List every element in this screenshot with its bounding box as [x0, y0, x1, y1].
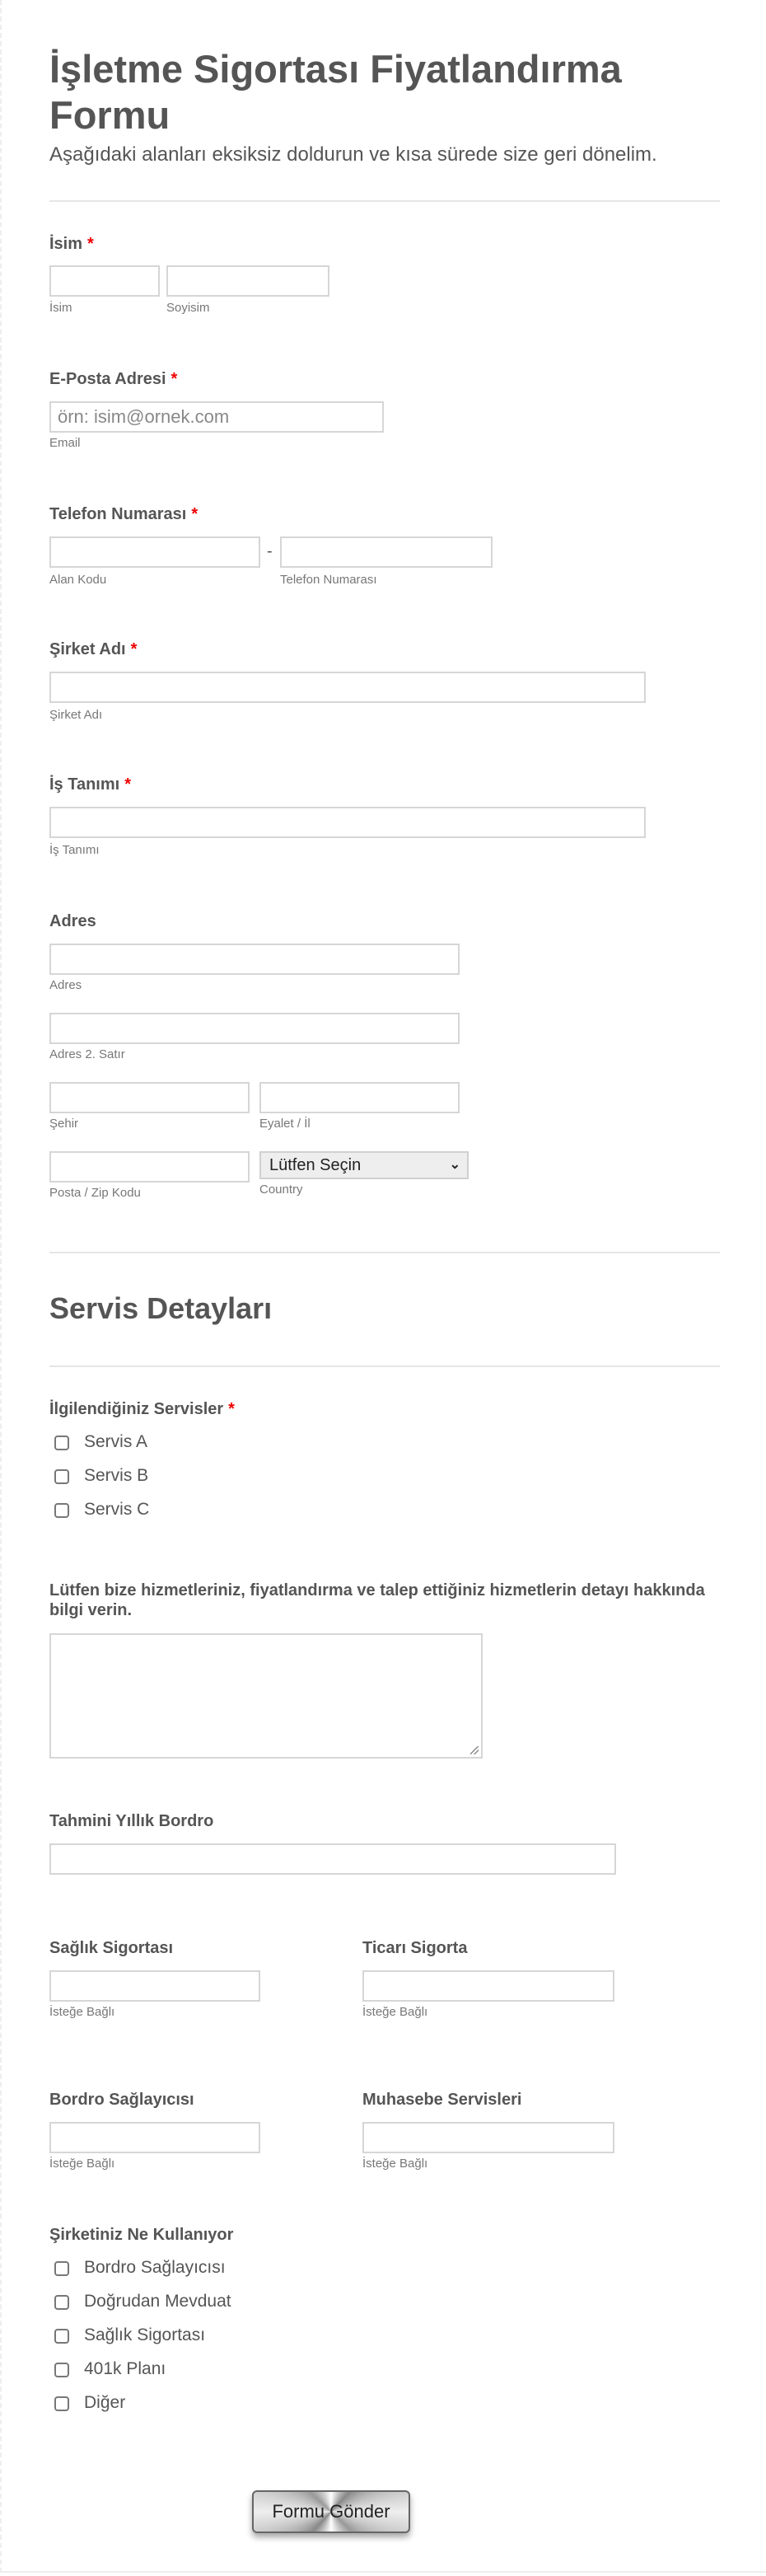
address-line2-sublabel: Adres 2. Satır: [49, 1047, 125, 1061]
accounting-input[interactable]: [362, 2122, 614, 2153]
divider: [49, 1365, 720, 1367]
checkbox[interactable]: [54, 1436, 69, 1450]
form-title: İşletme Sigortası Fiyatlandırma Formu: [49, 47, 622, 137]
company-input[interactable]: [49, 672, 646, 703]
option-label: Diğer: [84, 2393, 126, 2412]
option-label: Bordro Sağlayıcısı: [84, 2258, 226, 2277]
section-title: Servis Detayları: [49, 1291, 273, 1325]
required-mark: *: [130, 640, 138, 658]
details-textarea[interactable]: [49, 1633, 483, 1759]
services-label-text: İlgilendiğiniz Servisler: [49, 1400, 224, 1418]
city-input[interactable]: [49, 1082, 250, 1113]
divider: [49, 200, 720, 202]
checkbox[interactable]: [54, 2396, 69, 2411]
phone-label: [49, 504, 198, 524]
state-sublabel: Eyalet / İl: [259, 1117, 311, 1131]
email-label: [49, 369, 177, 389]
accounting-sublabel: İsteğe Bağlı: [362, 2157, 428, 2171]
phone-label-text: Telefon Numarası: [49, 505, 187, 523]
first-name-input[interactable]: [49, 265, 160, 297]
commercial-input[interactable]: [362, 1970, 614, 2002]
option-label: Servis B: [84, 1466, 149, 1485]
required-mark: *: [124, 775, 132, 794]
payroll-provider-label: Bordro Sağlayıcısı: [49, 2091, 194, 2109]
phone-number-input[interactable]: [280, 536, 493, 568]
checkbox[interactable]: [54, 2329, 69, 2344]
payroll-provider-input[interactable]: [49, 2122, 260, 2153]
first-name-sublabel: İsim: [49, 301, 72, 315]
payroll-label: Tahmini Yıllık Bordro: [49, 1812, 214, 1830]
divider: [49, 1252, 720, 1253]
accounting-label: Muhasebe Servisleri: [362, 2091, 522, 2109]
email-label-text: E-Posta Adresi: [49, 370, 166, 388]
option-label: Servis A: [84, 1432, 148, 1451]
job-sublabel: İş Tanımı: [49, 843, 100, 857]
state-input[interactable]: [259, 1082, 460, 1113]
checkbox[interactable]: [54, 2295, 69, 2310]
chevron-down-icon: ⌄: [449, 1158, 460, 1172]
payroll-input[interactable]: [49, 1843, 616, 1875]
resize-handle-icon[interactable]: [470, 1746, 479, 1754]
zip-sublabel: Posta / Zip Kodu: [49, 1186, 141, 1200]
job-label: [49, 775, 131, 794]
option-label: 401k Planı: [84, 2359, 166, 2378]
address-line1-sublabel: Adres: [49, 978, 82, 992]
area-code-input[interactable]: [49, 536, 260, 568]
option-label: Doğrudan Mevduat: [84, 2292, 231, 2311]
checkbox[interactable]: [54, 1503, 69, 1518]
country-sublabel: Country: [259, 1183, 303, 1197]
job-label-text: İş Tanımı: [49, 775, 120, 794]
name-label-text: İsim: [49, 235, 83, 253]
city-sublabel: Şehir: [49, 1117, 79, 1131]
company-label-text: Şirket Adı: [49, 640, 126, 658]
commercial-label: Ticarı Sigorta: [362, 1939, 468, 1957]
payroll-provider-sublabel: İsteğe Bağlı: [49, 2157, 115, 2171]
form-subtitle: Aşağıdaki alanları eksiksiz doldurun ve kısa sürede size geri dönelim.: [49, 143, 657, 166]
last-name-input[interactable]: [166, 265, 329, 297]
option-label: Servis C: [84, 1500, 150, 1519]
phone-separator: -: [267, 542, 273, 560]
details-label: Lütfen bize hizmetleriniz, fiyatlandırma ve talep ettiğiniz hizmetlerin detayı hakkında bilgi verin.: [49, 1581, 705, 1619]
services-label: [49, 1399, 235, 1419]
email-sublabel: Email: [49, 436, 81, 450]
option-label: Sağlık Sigortası: [84, 2325, 206, 2344]
checkbox[interactable]: [54, 2363, 69, 2377]
required-mark: *: [228, 1400, 235, 1418]
job-input[interactable]: [49, 807, 646, 838]
required-mark: *: [170, 370, 178, 388]
zip-input[interactable]: [49, 1151, 250, 1183]
company-sublabel: Şirket Adı: [49, 708, 103, 722]
health-input[interactable]: [49, 1970, 260, 2002]
company-label: [49, 639, 137, 659]
address-line1-input[interactable]: [49, 944, 460, 975]
address-line2-input[interactable]: [49, 1013, 460, 1044]
last-name-sublabel: Soyisim: [166, 301, 210, 315]
health-sublabel: İsteğe Bağlı: [49, 2005, 115, 2019]
name-label: [49, 234, 94, 254]
submit-button[interactable]: Formu Gönder: [252, 2490, 410, 2533]
area-code-sublabel: Alan Kodu: [49, 573, 107, 587]
required-mark: *: [191, 505, 199, 523]
email-input[interactable]: örn: isim@ornek.com: [49, 401, 384, 433]
required-mark: *: [87, 235, 94, 253]
checkbox[interactable]: [54, 2261, 69, 2276]
checkbox[interactable]: [54, 1469, 69, 1484]
health-label: Sağlık Sigortası: [49, 1939, 174, 1957]
uses-label: Şirketiniz Ne Kullanıyor: [49, 2226, 234, 2244]
country-select[interactable]: [259, 1151, 469, 1179]
commercial-sublabel: İsteğe Bağlı: [362, 2005, 428, 2019]
address-label: Adres: [49, 912, 96, 930]
country-selected-value: Lütfen Seçin: [269, 1156, 362, 1174]
phone-number-sublabel: Telefon Numarası: [280, 573, 377, 587]
